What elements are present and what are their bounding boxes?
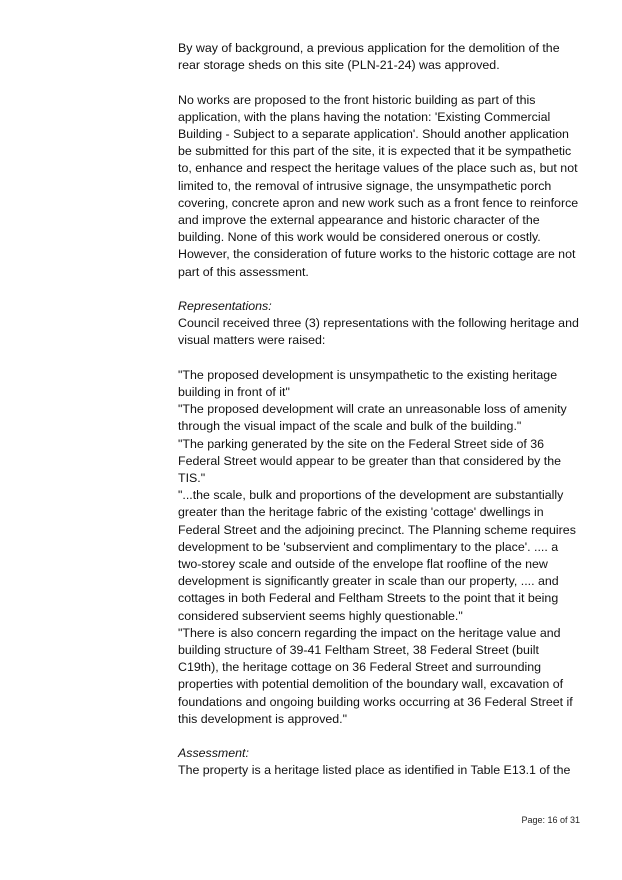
paragraph-gap	[178, 74, 580, 91]
page-number: Page: 16 of 31	[521, 815, 580, 825]
background-paragraph: By way of background, a previous application for the demolition of the rear storage sheds on this site (PLN-21-24) was approved.	[178, 41, 560, 73]
representation-quote-1: "The proposed development is unsympathetic to the existing heritage building in front of it"	[178, 367, 558, 400]
document-body	[178, 40, 580, 780]
representations-intro: Council received three (3) representations with the following heritage and visual matters were raised:	[178, 316, 579, 348]
representations-heading: Representations:	[178, 299, 272, 314]
no-works-paragraph: No works are proposed to the front historic building as part of this application, with the plans having the notation: 'Existing Commercial Building - Subject to a separate application'. Should another application be submitted for this part of the site, it is expected that it be sympathetic to, enhance and respect the heritage values of the place such as, but not limited to, the removal of intrusive signage, the unsympathetic porch covering, concrete apron and new work such as a front fence to reinforce and improve the external appearance and historic character of the building. None of this work would be considered onerous or costly. However, the consideration of future works to the historic cottage are not part of this assessment.	[178, 92, 579, 279]
paragraph-gap	[178, 728, 580, 745]
representation-quote-3: "The parking generated by the site on the Federal Street side of 36 Federal Street would appear to be greater than that considered by the TIS."	[178, 436, 561, 486]
paragraph-gap	[178, 281, 580, 298]
paragraph-gap	[178, 350, 580, 367]
assessment-text: The property is a heritage listed place as identified in Table E13.1 of the	[178, 763, 571, 778]
representation-quote-2: "The proposed development will crate an unreasonable loss of amenity through the visual impact of the scale and bulk of the building."	[178, 402, 567, 434]
representation-quote-5: "There is also concern regarding the impact on the heritage value and building structure of 39-41 Feltham Street, 38 Federal Street (built C19th), the heritage cottage on 36 Federal Street and surrounding properties with potential demolition of the boundary wall, excavation of foundations and ongoing building works occurring at 36 Federal Street if this development is approved."	[178, 625, 573, 726]
assessment-heading: Assessment:	[178, 746, 249, 761]
representation-quote-4: "...the scale, bulk and proportions of the development are substantially greater than the heritage fabric of the existing 'cottage' dwellings in Federal Street and the adjoining precinct. The Planning scheme requires development to be 'subservient and complimentary to the place'. .... a two-storey scale and outside of the envelope flat roofline of the new development is significantly greater in scale than our property, .... and cottages in both Federal and Feltham Streets to the point that it being considered subservient seems highly questionable."	[178, 488, 576, 623]
